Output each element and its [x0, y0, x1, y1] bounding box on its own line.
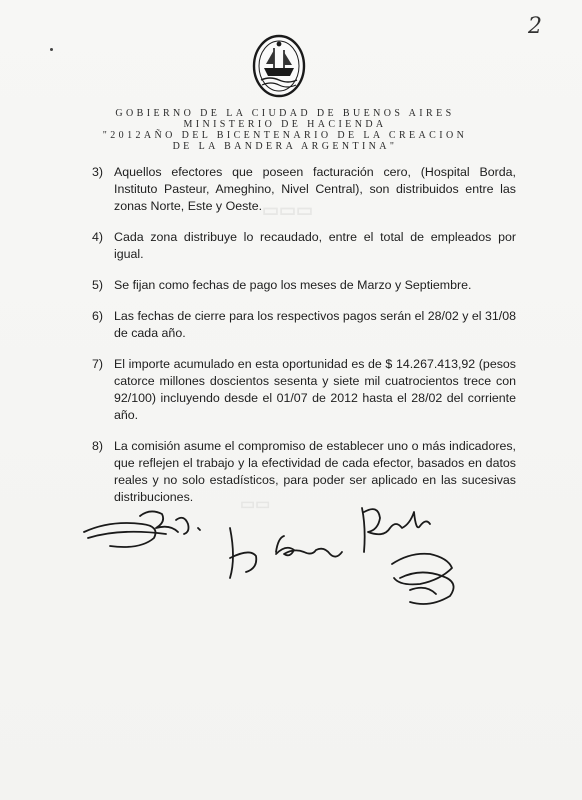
letterhead-government: GOBIERNO DE LA CIUDAD DE BUENOS AIRES [115, 108, 455, 119]
signature-3 [362, 508, 454, 604]
letterhead-ministry: MINISTERIO DE HACIENDA [183, 119, 387, 130]
item-number: 7) [92, 357, 104, 371]
list-item [92, 229, 516, 263]
item-number: 5) [92, 278, 104, 292]
item-text: Las fechas de cierre para los respectivos pagos serán el 28/02 y el 31/08 de cada año. [114, 309, 516, 340]
list-item [92, 308, 516, 342]
item-number: 6) [92, 309, 104, 323]
list-item [92, 438, 516, 506]
signatures-area [80, 498, 480, 628]
bleed-through-mark: ▭▭▭ [262, 200, 314, 220]
page-number: 2 [528, 14, 542, 39]
item-text: Se fijan como fechas de pago los meses de Marzo y Septiembre. [114, 278, 472, 292]
stray-ink-dot [50, 48, 53, 51]
item-number: 4) [92, 230, 104, 244]
bleed-through-mark: ▭▭ [240, 496, 271, 513]
city-coat-of-arms-seal [252, 34, 306, 98]
item-number: 8) [92, 439, 104, 453]
signature-2 [230, 528, 342, 578]
item-text: El importe acumulado en esta oportunidad es de $ 14.267.413,92 (pesos catorce millones doscientos sesenta y siete mil cuatrocientos trece con 92/100) incluyendo desde el 01/07 de 2012 hasta el 28/02 del corriente año. [114, 357, 516, 422]
letterhead-year-motto: "2012AÑO DEL BICENTENARIO DE LA CREACION [102, 130, 468, 141]
list-item [92, 356, 516, 424]
document-body [92, 164, 516, 520]
list-item [92, 277, 516, 294]
item-number: 3) [92, 165, 104, 179]
letterhead [60, 108, 510, 152]
item-text: La comisión asume el compromiso de establecer uno o más indicadores, que reflejen el trabajo y la efectividad de cada efector, basados en datos reales y no solo estadísticos, para poder ser aplicado en las sucesivas distribuciones. [114, 439, 516, 504]
item-text: Cada zona distribuye lo recaudado, entre el total de empleados por igual. [114, 230, 516, 261]
signature-1 [84, 511, 200, 547]
item-text: Aquellos efectores que poseen facturación cero, (Hospital Borda, Instituto Pasteur, Ameghino, Nivel Central), son distribuidos entre las zonas Norte, Este y Oeste. [114, 165, 516, 213]
list-item [92, 164, 516, 215]
letterhead-year-motto-cont: DE LA BANDERA ARGENTINA" [172, 141, 398, 152]
